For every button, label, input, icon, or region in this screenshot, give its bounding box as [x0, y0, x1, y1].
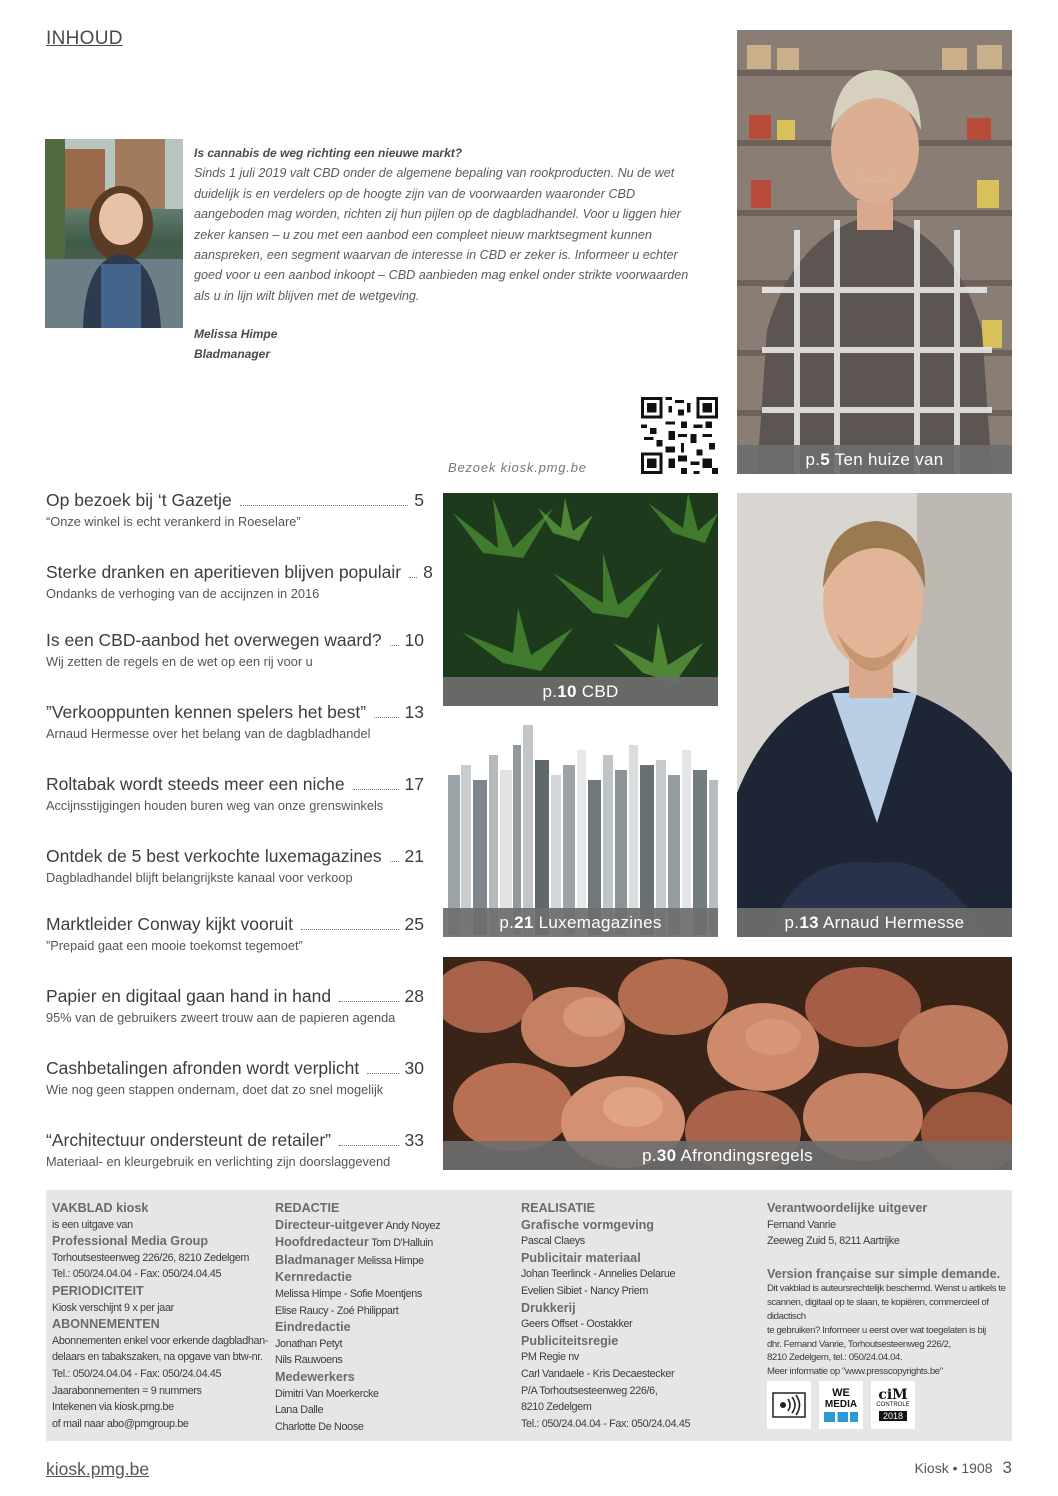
- toc-title[interactable]: “Architectuur ondersteunt de retailer”: [46, 1130, 331, 1150]
- toc-title[interactable]: Sterke dranken en aperitieven blijven populair: [46, 562, 402, 582]
- caption-page-number: 5: [820, 450, 830, 469]
- colophon-text: Lana Dalle: [275, 1404, 324, 1417]
- toc-title[interactable]: Cashbetalingen afronden wordt verplicht: [46, 1058, 360, 1078]
- colophon-role: Bladmanager: [275, 1252, 355, 1267]
- logo-text: CONTROLE: [876, 1401, 910, 1408]
- colophon-text: Nils Rauwoens: [275, 1354, 343, 1367]
- toc-item[interactable]: [46, 490, 424, 529]
- colophon-heading: PERIODICITEIT: [52, 1283, 144, 1298]
- colophon-role: Hoofdredacteur: [275, 1235, 369, 1250]
- photo-coins: [443, 957, 1012, 1170]
- colophon-text: Charlotte De Noose: [275, 1420, 364, 1433]
- colophon-legal: te gebruiken? Informeer u eerst over wat toegelaten is bij: [767, 1324, 986, 1336]
- colophon-text: Intekenen via kiosk.pmg.be: [52, 1401, 174, 1414]
- caption-label: Arnaud Hermesse: [822, 913, 965, 932]
- colophon-role: Directeur-uitgever: [275, 1217, 384, 1232]
- photo-cbd: [443, 493, 718, 706]
- colophon-text: Jaarabonnementen = 9 nummers: [52, 1384, 202, 1397]
- colophon-heading: REDACTIE: [275, 1201, 340, 1215]
- colophon-heading: Verantwoordelijke uitgever: [767, 1201, 928, 1215]
- colophon-text: Tel.: 050/24.04.04 - Fax: 050/24.04.45: [521, 1417, 691, 1430]
- caption-label: CBD: [581, 682, 619, 701]
- colophon-role: Kernredactie: [275, 1270, 352, 1285]
- toc-page: 5: [414, 490, 424, 510]
- editor-portrait: [45, 139, 183, 328]
- page-number: 3: [1002, 1458, 1012, 1477]
- colophon-text: delaars en tabakszaken, na opgave van btw-nr.: [52, 1351, 263, 1364]
- toc-item[interactable]: [46, 846, 424, 885]
- toc-page: 10: [404, 630, 424, 650]
- toc-subtitle: ”Prepaid gaat een mooie toekomst tegemoet”: [46, 938, 303, 953]
- toc-item[interactable]: [46, 774, 424, 813]
- colophon-text: is een uitgave van: [52, 1218, 133, 1231]
- colophon-text: 8210 Zedelgem: [521, 1401, 592, 1414]
- toc-item[interactable]: [46, 630, 424, 669]
- colophon-text: Andy Noyez: [385, 1219, 441, 1232]
- toc-page: 13: [404, 702, 424, 722]
- certification-logos: [767, 1381, 915, 1429]
- caption-label: Luxemagazines: [538, 913, 662, 932]
- colophon-text: Torhoutsesteenweg 226/26, 8210 Zedelgem: [52, 1251, 250, 1264]
- logo-text: MEDIA: [824, 1399, 858, 1410]
- colophon-french-notice: Version française sur simple demande.: [767, 1266, 1001, 1281]
- visit-website-text[interactable]: Bezoek kiosk.pmg.be: [448, 460, 587, 475]
- colophon-role: Publicitair materiaal: [521, 1250, 641, 1265]
- toc-subtitle: 95% van de gebruikers zweert trouw aan de papieren agenda: [46, 1010, 396, 1025]
- colophon-role: Publiciteitsregie: [521, 1333, 619, 1348]
- copyright-wave-icon: [771, 1387, 807, 1423]
- toc-item[interactable]: [46, 914, 424, 953]
- colophon-text: Jonathan Petyt: [275, 1337, 343, 1350]
- colophon-legal: scannen, digitaal op te slaan, te kopiëren, commercieel of didactisch: [767, 1297, 989, 1322]
- colophon-text: Abonnementen enkel voor erkende dagbladhan-: [52, 1334, 269, 1347]
- caption-magazines: [443, 908, 718, 937]
- colophon-text: Tom D'Halluin: [371, 1237, 433, 1250]
- colophon-text: Pascal Claeys: [521, 1235, 585, 1248]
- toc-title[interactable]: Ontdek de 5 best verkochte luxemagazines: [46, 846, 382, 866]
- editorial-question: Is cannabis de weg richting een nieuwe markt?: [194, 146, 463, 160]
- colophon-text: Melissa Himpe: [357, 1254, 424, 1267]
- caption-prefix: p.: [784, 913, 800, 932]
- editorial: [194, 143, 704, 364]
- colophon: [46, 1190, 1012, 1441]
- colophon-role: Drukkerij: [521, 1300, 576, 1315]
- colophon-legal: 8210 Zedelgem, tel.: 050/24.04.04.: [767, 1352, 903, 1364]
- toc-item[interactable]: [46, 1130, 424, 1169]
- colophon-legal: Meer informatie op "www.presscopyrights.be": [767, 1366, 943, 1378]
- toc-title[interactable]: Roltabak wordt steeds meer een niche: [46, 774, 345, 794]
- caption-prefix: p.: [642, 1146, 657, 1165]
- colophon-publisher: [52, 1200, 272, 1432]
- toc-title[interactable]: Op bezoek bij ‘t Gazetje: [46, 490, 232, 510]
- toc-title[interactable]: Is een CBD-aanbod het overwegen waard?: [46, 630, 382, 650]
- caption-page-number: 21: [514, 913, 534, 932]
- colophon-legal: Dit vakblad is auteursrechtelijk beschermd. Wenst u artikels te: [767, 1283, 1006, 1295]
- photo-shopkeeper: [737, 30, 1012, 474]
- colophon-role: Eindredactie: [275, 1320, 351, 1335]
- caption-prefix: p.: [805, 450, 821, 469]
- toc-title[interactable]: Papier en digitaal gaan hand in hand: [46, 986, 332, 1006]
- toc-subtitle: Wie nog geen stappen ondernam, doet dat zo snel mogelijk: [46, 1082, 384, 1097]
- issue-number: Kiosk • 1908: [914, 1460, 993, 1476]
- colophon-publisher-name: Professional Media Group: [52, 1234, 209, 1249]
- colophon-text: PM Regie nv: [521, 1351, 579, 1364]
- we-media-logo: [819, 1381, 863, 1429]
- colophon-text: Melissa Himpe - Sofie Moentjens: [275, 1287, 422, 1300]
- toc-title[interactable]: Marktleider Conway kijkt vooruit: [46, 914, 294, 934]
- toc-page: 21: [404, 846, 424, 866]
- qr-code[interactable]: [641, 397, 718, 474]
- caption-page-number: 10: [557, 682, 577, 701]
- toc-page: 28: [404, 986, 424, 1006]
- toc-subtitle: Dagbladhandel blijft belangrijkste kanaal voor verkoop: [46, 870, 353, 885]
- colophon-text: Tel.: 050/24.04.04 - Fax: 050/24.04.45: [52, 1367, 222, 1380]
- toc-item[interactable]: [46, 1058, 424, 1097]
- page-title: INHOUD: [46, 28, 123, 49]
- colophon-production: [521, 1200, 761, 1432]
- colophon-text: of mail naar abo@pmgroup.be: [52, 1417, 189, 1430]
- toc-subtitle: “Onze winkel is echt verankerd in Roeselare”: [46, 514, 301, 529]
- colophon-text: Geers Offset - Oostakker: [521, 1318, 633, 1331]
- caption-prefix: p.: [542, 682, 558, 701]
- toc-subtitle: Materiaal- en kleurgebruik en verlichting zijn doorslaggevend: [46, 1154, 391, 1169]
- colophon-text: Dimitri Van Moerkercke: [275, 1387, 379, 1400]
- colophon-role: Grafische vormgeving: [521, 1217, 654, 1232]
- colophon-text: Evelien Sibiet - Nancy Priem: [521, 1284, 649, 1297]
- colophon-responsible-publisher: [767, 1200, 1009, 1379]
- press-copyrights-logo: [767, 1381, 811, 1429]
- toc-subtitle: Accijnsstijgingen houden buren weg van onze grenswinkels: [46, 798, 384, 813]
- cim-logo: ciM CONTROLE 2018: [871, 1381, 915, 1429]
- toc-page: 33: [404, 1130, 424, 1150]
- page-footer: [914, 1458, 1012, 1478]
- editorial-role: Bladmanager: [194, 347, 271, 362]
- caption-label: Ten huize van: [834, 450, 944, 469]
- colophon-text: Johan Teerlinck - Annelies Delarue: [521, 1268, 676, 1281]
- colophon-legal: dhr. Fernand Vanrie, Torhoutsesteenweg 226/2,: [767, 1338, 951, 1350]
- colophon-heading: REALISATIE: [521, 1201, 595, 1215]
- colophon-text: Carl Vandaele - Kris Decaestecker: [521, 1367, 675, 1380]
- caption-prefix: p.: [499, 913, 515, 932]
- toc-item[interactable]: [46, 702, 424, 741]
- caption-shopkeeper: [737, 445, 1012, 474]
- photo-magazines: [443, 725, 718, 937]
- caption-page-number: 30: [656, 1146, 677, 1165]
- toc-item[interactable]: [46, 986, 424, 1025]
- toc-page: 8: [423, 562, 433, 582]
- toc-subtitle: Ondanks de verhoging van de accijnzen in 2016: [46, 586, 320, 601]
- caption-coins: [443, 1141, 1012, 1170]
- colophon-text: Kiosk verschijnt 9 x per jaar: [52, 1301, 174, 1314]
- colophon-text: P/A Torhoutsesteenweg 226/6,: [521, 1384, 658, 1397]
- caption-label: Afrondingsregels: [680, 1146, 813, 1165]
- toc-subtitle: Arnaud Hermesse over het belang van de dagbladhandel: [46, 726, 371, 741]
- website-link[interactable]: kiosk.pmg.be: [46, 1459, 150, 1479]
- caption-page-number: 13: [799, 913, 819, 932]
- colophon-heading: VAKBLAD kiosk: [52, 1201, 149, 1215]
- toc-page: 30: [404, 1058, 424, 1078]
- colophon-text: Fernand Vanrie: [767, 1218, 836, 1231]
- editorial-author: Melissa Himpe: [194, 327, 278, 342]
- colophon-role: Medewerkers: [275, 1369, 355, 1384]
- toc-page: 17: [404, 774, 424, 794]
- colophon-text: Zeeweg Zuid 5, 8211 Aartrijke: [767, 1235, 900, 1248]
- toc-subtitle: Wij zetten de regels en de wet op een rij voor u: [46, 654, 313, 669]
- logo-text: WE: [832, 1387, 850, 1399]
- toc-page: 25: [404, 914, 424, 934]
- colophon-editorial: [275, 1200, 510, 1435]
- caption-cbd: [443, 677, 718, 706]
- toc-title[interactable]: ”Verkooppunten kennen spelers het best”: [46, 702, 367, 722]
- colophon-text: Elise Raucy - Zoé Philippart: [275, 1304, 399, 1317]
- logo-text: 2018: [879, 1411, 907, 1421]
- caption-arnaud: [737, 908, 1012, 937]
- photo-arnaud-hermesse: [737, 493, 1012, 937]
- editorial-body: Sinds 1 juli 2019 valt CBD onder de algemene bepaling van rookproducten. Nu de wet duidelijk is en verdelers op de hoogte zijn van de voorwaarden waaronder CBD aangeboden mag worden, richten zij hun pijlen op de dagbladhandel. Voor u liggen hier zeker kansen – u zou met een aanbod een compleet nieuw marktsegment kunnen aanspreken, een segment waarvan de interesse in CBD er zeker is. Informeer u echter goed voor u een aanbod inkoopt – CBD aanbieden mag enkel onder strikte voorwaarden als u in lijn wilt blijven met de wetgeving.: [194, 166, 689, 303]
- colophon-text: Tel.: 050/24.04.04 - Fax: 050/24.04.45: [52, 1268, 222, 1281]
- colophon-heading: ABONNEMENTEN: [52, 1317, 160, 1332]
- toc-item[interactable]: [46, 562, 433, 601]
